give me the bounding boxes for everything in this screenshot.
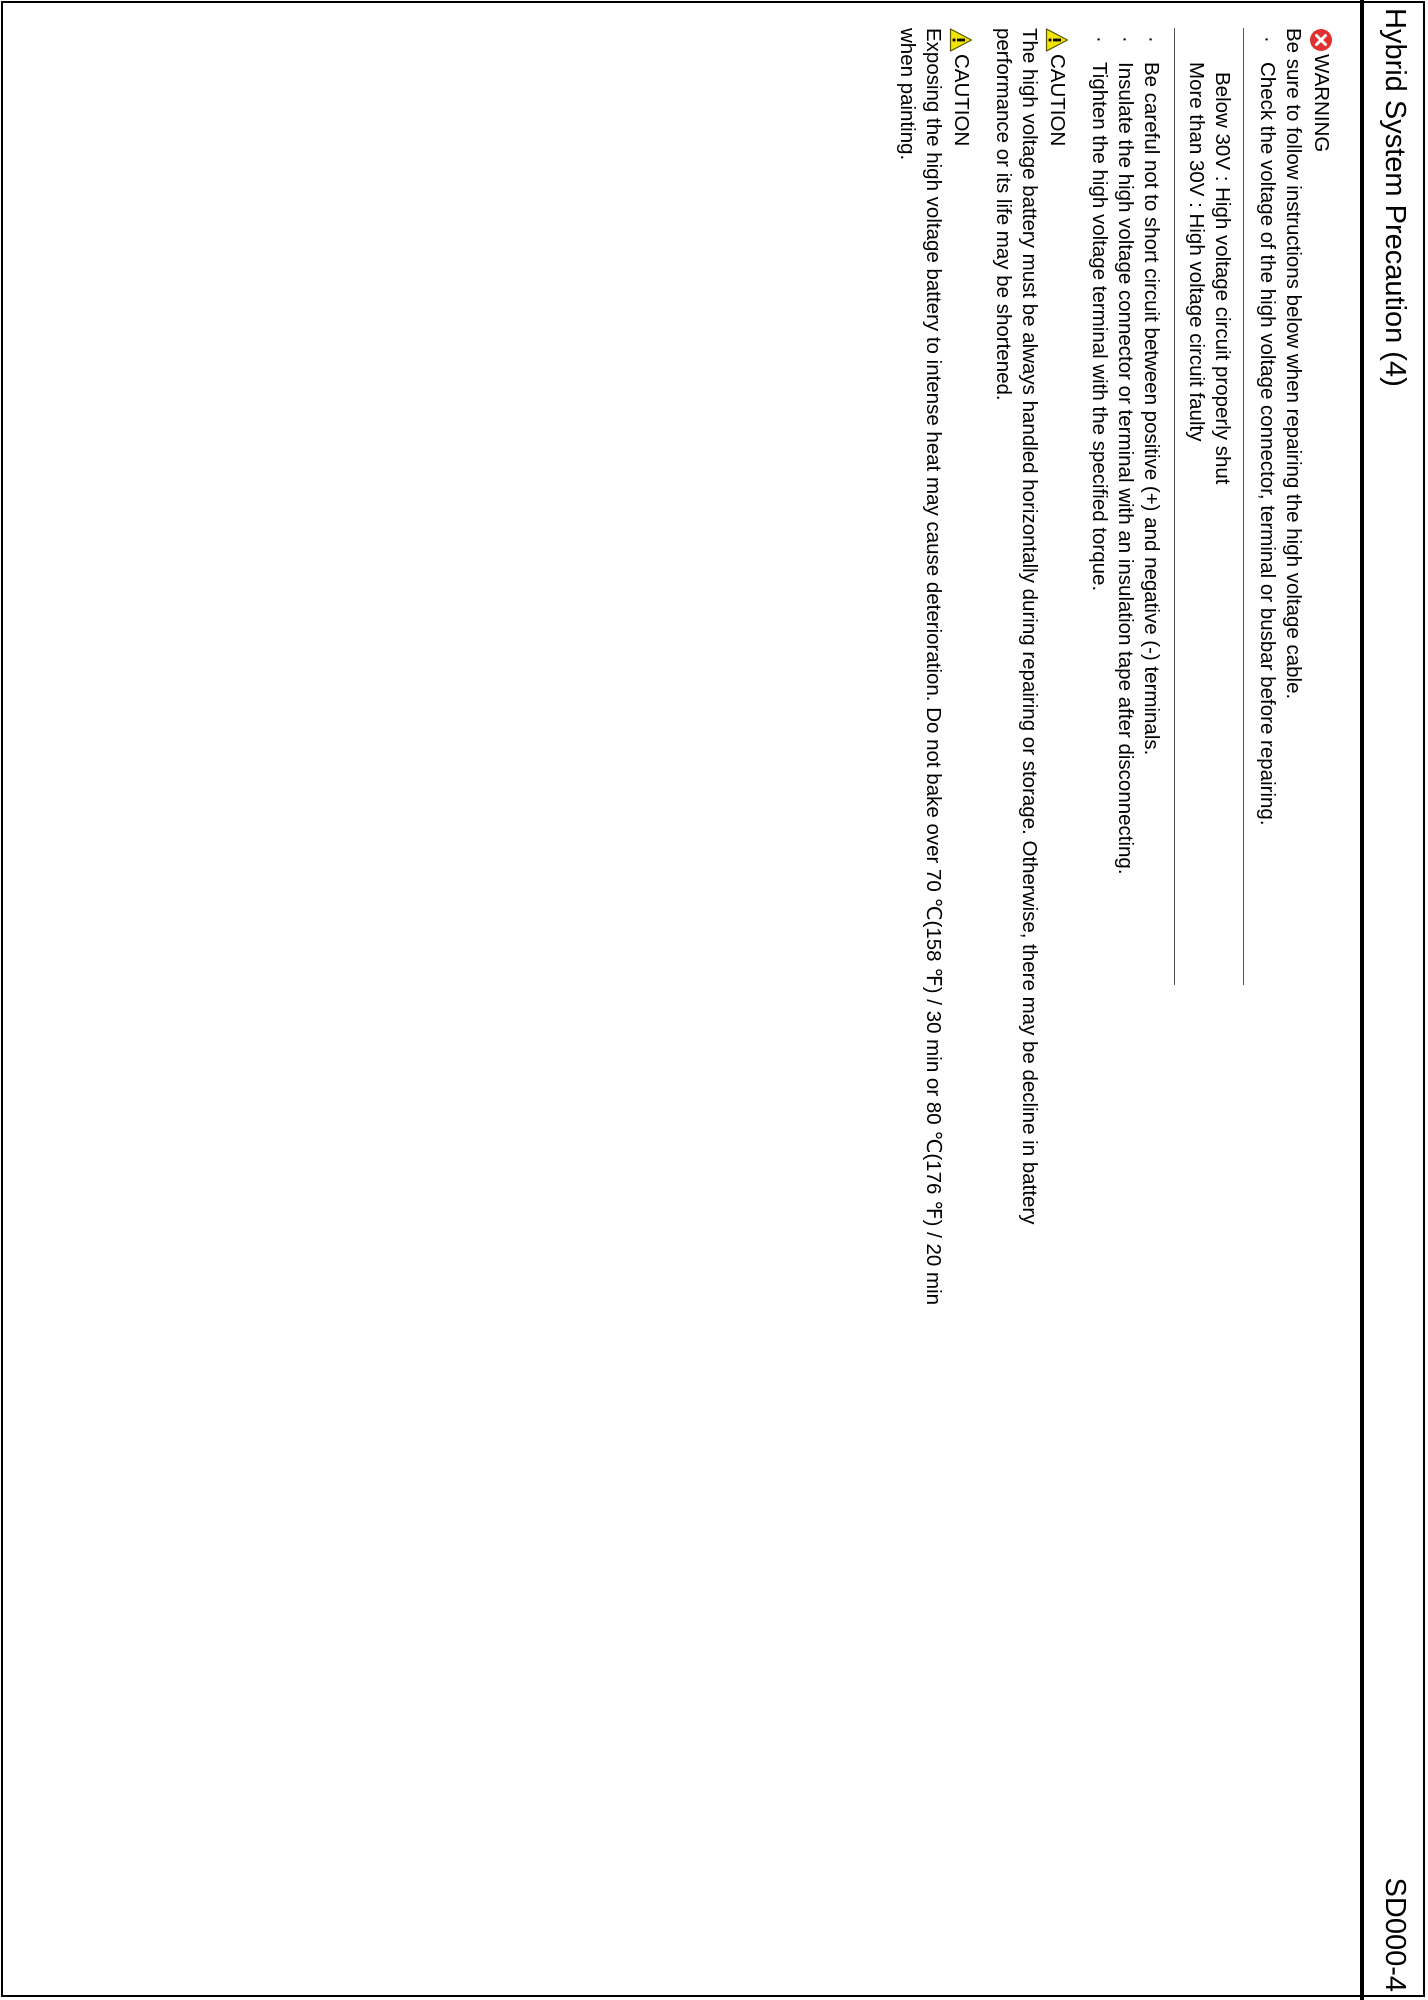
- voltage-row-more-30v: More than 30V : High voltage circuit faulty: [1185, 62, 1208, 442]
- warning-bullet-check-voltage: [1254, 28, 1280, 1308]
- bullet-dot: ·: [1256, 36, 1279, 43]
- page-content: [894, 28, 1336, 1308]
- caution-text-handling: The high voltage battery must be always handled horizontally during repairing or storage. Otherwise, there may be decline in battery performance or its life may be shortened.: [992, 28, 1041, 1225]
- warning-x-icon: [1309, 28, 1333, 52]
- warning-label: WARNING: [1310, 54, 1333, 153]
- warning-bullet-insulate: [1112, 28, 1138, 1308]
- voltage-table: [1174, 28, 1244, 985]
- page-header: [1360, 0, 1428, 2000]
- bullet-dot: ·: [1140, 36, 1163, 43]
- warning-bullet-short-circuit: [1138, 28, 1164, 1308]
- caution-heading-handling: [1042, 28, 1072, 1308]
- voltage-row-below-30v: Below 30V : High voltage circuit properly shut: [1211, 72, 1234, 485]
- page-title: Hybrid System Precaution (4): [1379, 8, 1411, 387]
- page-code: SD000-4: [1379, 1877, 1411, 1992]
- warning-bullet-tighten: [1086, 28, 1112, 1308]
- bullet-text: Insulate the high voltage connector or terminal with an insulation tape after disconnecting.: [1114, 62, 1137, 875]
- caution-triangle-icon: [949, 28, 973, 52]
- bullet-dot: ·: [1088, 36, 1111, 43]
- caution-label: CAUTION: [1046, 54, 1069, 147]
- caution-text-heat: Exposing the high voltage battery to intense heat may cause deterioration. Do not bake over 70 ℃(158 ℉) / 30 min or 80 ℃(176 ℉) / 20 min when painting.: [896, 28, 945, 1306]
- bullet-text: Be careful not to short circuit between positive (+) and negative (-) terminals.: [1140, 62, 1163, 756]
- caution-triangle-icon: [1045, 28, 1069, 52]
- warning-intro: Be sure to follow instructions below when repairing the high voltage cable.: [1282, 28, 1305, 700]
- bullet-dot: ·: [1114, 36, 1137, 43]
- caution-heading-heat: [946, 28, 976, 1308]
- bullet-text: Tighten the high voltage terminal with the specified torque.: [1088, 62, 1111, 592]
- bullet-text: Check the voltage of the high voltage connector, terminal or busbar before repairing.: [1256, 62, 1279, 826]
- warning-heading: [1306, 28, 1336, 1308]
- caution-label: CAUTION: [950, 54, 973, 147]
